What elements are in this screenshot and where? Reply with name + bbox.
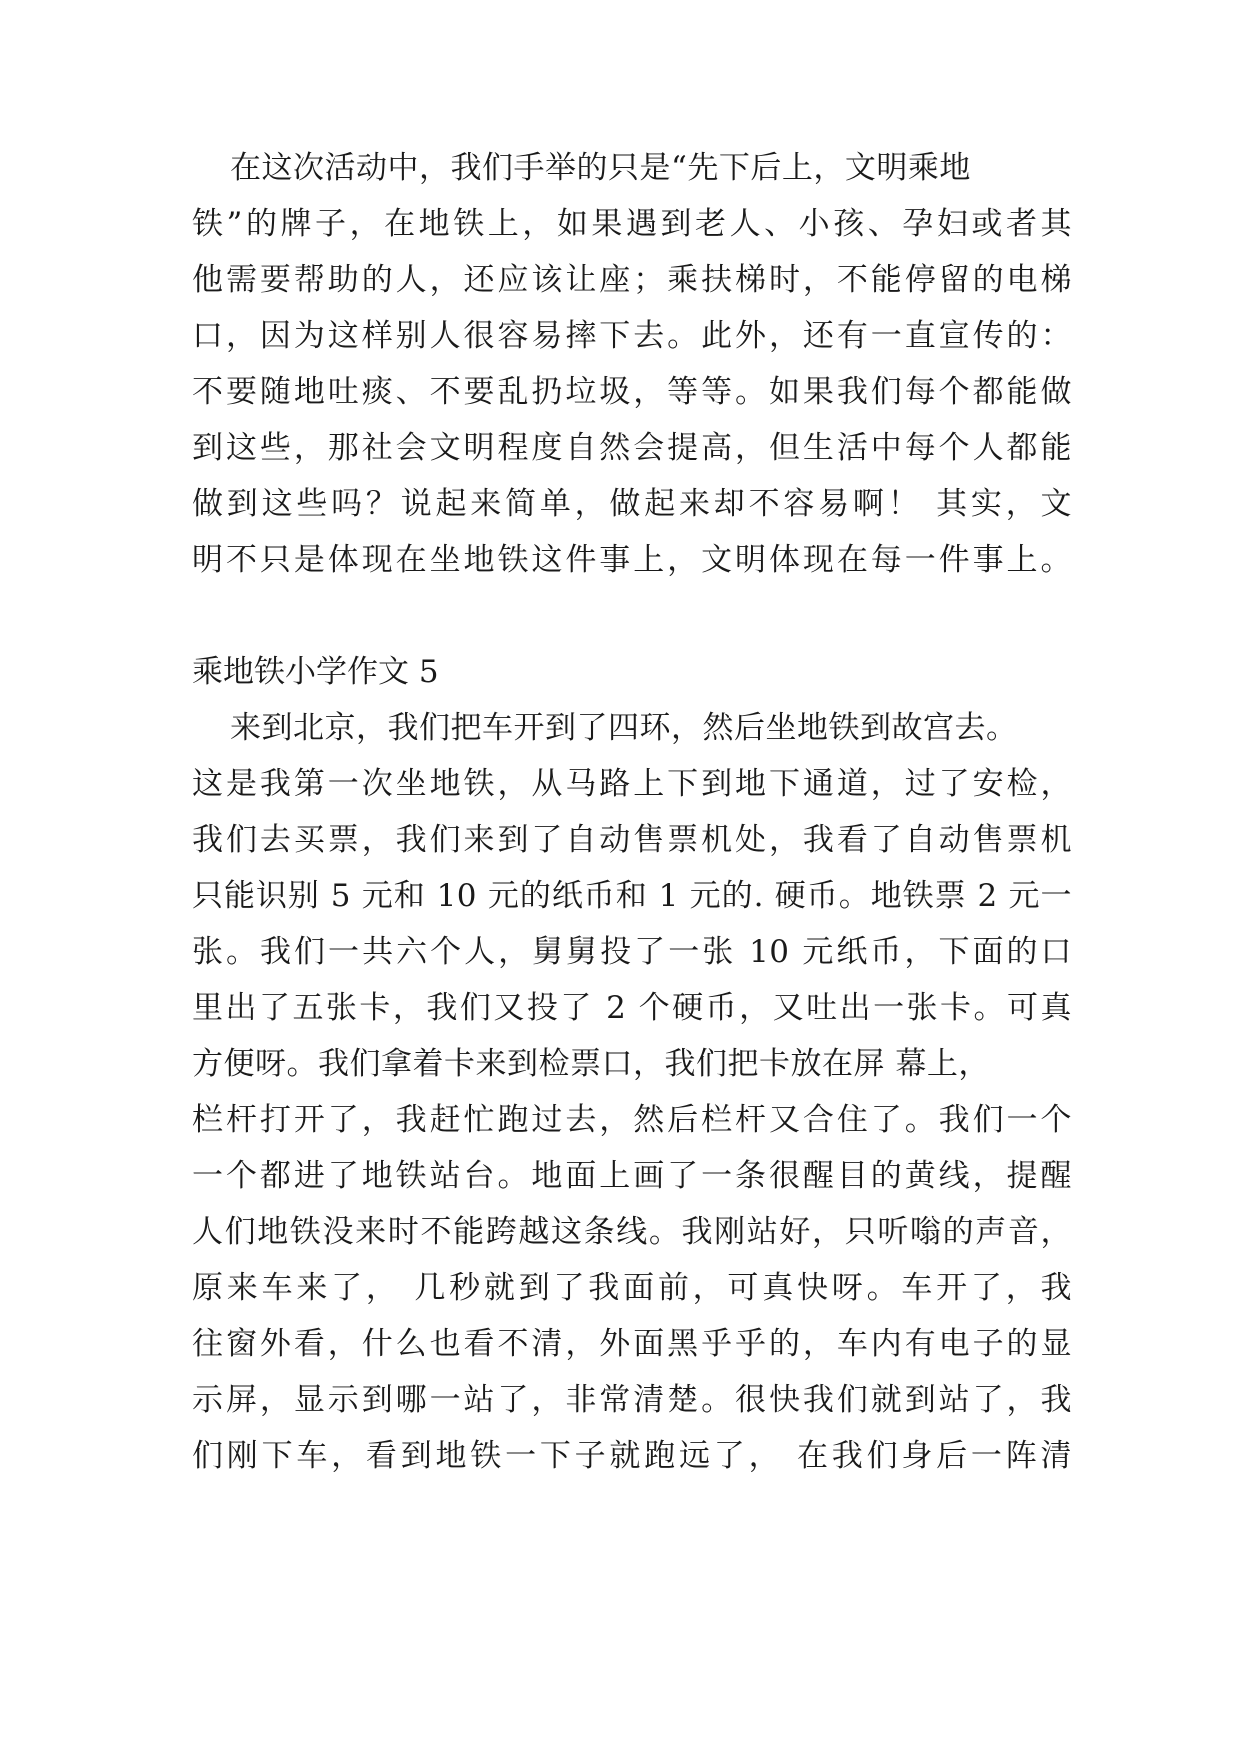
paragraph-line: 栏杆打开了，我赶忙跑过去，然后栏杆又合住了。我们一个	[192, 1102, 1072, 1138]
paragraph-line: 口，因为这样别人很容易摔下去。此外，还有一直宣传的：	[192, 318, 1072, 354]
paragraph-line: 一个都进了地铁站台。地面上画了一条很醒目的黄线，提醒	[192, 1158, 1072, 1194]
paragraph-line: 人们地铁没来时不能跨越这条线。我刚站好，只听嗡的声音，	[192, 1214, 1072, 1250]
paragraph-line: 们刚下车，看到地铁一下子就跑远了， 在我们身后一阵清	[192, 1438, 1072, 1474]
paragraph-line: 在这次活动中，我们手举的只是“先下后上，文明乘地	[230, 150, 971, 186]
paragraph-line: 到这些，那社会文明程度自然会提高，但生活中每个人都能	[192, 430, 1072, 466]
paragraph-line: 原来车来了， 几秒就到了我面前，可真快呀。车开了，我	[192, 1270, 1072, 1306]
paragraph-line: 这是我第一次坐地铁，从马路上下到地下通道，过了安检，	[192, 766, 1072, 802]
paragraph-line: 我们去买票，我们来到了自动售票机处，我看了自动售票机	[192, 822, 1072, 858]
paragraph-line: 往窗外看，什么也看不清，外面黑乎乎的，车内有电子的显	[192, 1326, 1072, 1362]
paragraph-line: 他需要帮助的人，还应该让座；乘扶梯时，不能停留的电梯	[192, 262, 1072, 298]
paragraph-line: 明不只是体现在坐地铁这件事上，文明体现在每一件事上。	[192, 542, 1072, 578]
paragraph-line: 里出了五张卡，我们又投了 2 个硬币，又吐出一张卡。可真	[192, 990, 1072, 1026]
paragraph-line: 只能识别 5 元和 10 元的纸币和 1 元的. 硬币。地铁票 2 元一	[192, 878, 1072, 914]
paragraph-line: 方便呀。我们拿着卡来到检票口，我们把卡放在屏 幕上，	[192, 1046, 990, 1082]
paragraph-line: 做到这些吗？说起来简单，做起来却不容易啊！ 其实，文	[192, 486, 1072, 522]
paragraph-line: 张。我们一共六个人，舅舅投了一张 10 元纸币，下面的口	[192, 934, 1072, 970]
paragraph-line: 不要随地吐痰、不要乱扔垃圾，等等。如果我们每个都能做	[192, 374, 1072, 410]
paragraph-line: 来到北京，我们把车开到了四环，然后坐地铁到故宫去。	[230, 710, 1018, 746]
paragraph-line: 示屏，显示到哪一站了，非常清楚。很快我们就到站了，我	[192, 1382, 1072, 1418]
paragraph-line: 铁”的牌子，在地铁上，如果遇到老人、小孩、孕妇或者其	[192, 206, 1072, 242]
section-heading: 乘地铁小学作文 5	[192, 654, 439, 690]
